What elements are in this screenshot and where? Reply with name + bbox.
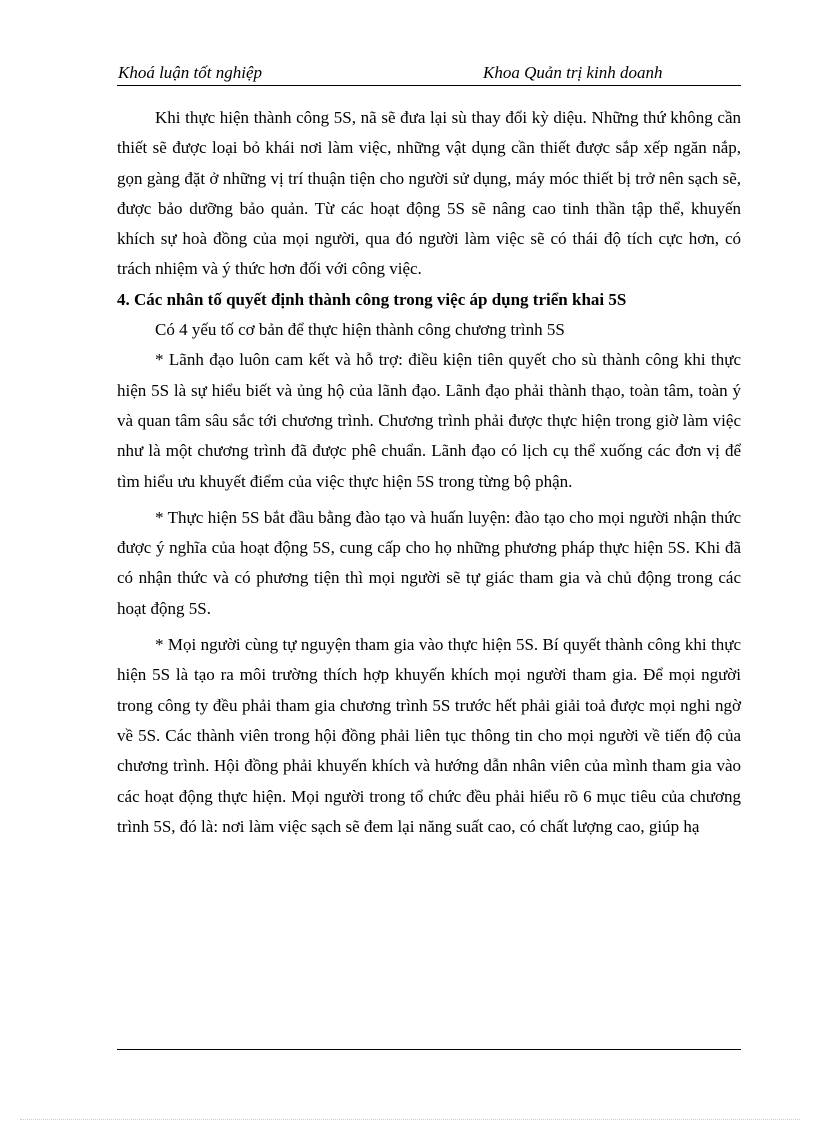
document-body bbox=[117, 103, 741, 842]
paragraph-leadership-commitment: * Lãnh đạo luôn cam kết và hỗ trợ: điều kiện tiên quyết cho sù thành công khi thực hiện 5S là sự hiểu biết và ủng hộ của lãnh đạo. Lãnh đạo phải thành thạo, toàn tâm, toàn ý và quan tâm sâu sắc tới chương trình. Chương trình phải được thực hiện trong giờ làm việc như là một chương trình đã được phê chuẩn. Lãnh đạo có lịch cụ thể xuống các đơn vị để tìm hiểu ưu khuyết điểm của việc thực hiện 5S trong từng bộ phận. bbox=[117, 350, 741, 491]
paragraph-training: * Thực hiện 5S bắt đầu bằng đào tạo và huấn luyện: đào tạo cho mọi người nhận thức được ý nghĩa của hoạt động 5S, cung cấp cho họ những phương pháp thực hiện 5S. Khi đã có nhận thức và có phương tiện thì mọi người sẽ tự giác tham gia và chủ động trong các hoạt động 5S. bbox=[117, 507, 741, 618]
header-thesis-label: Khoá luận tốt nghiệp bbox=[118, 63, 263, 82]
paragraph-5s-benefits: Khi thực hiện thành công 5S, nã sẽ đưa lại sù thay đổi kỳ diệu. Những thứ không cần thiết sẽ được loại bỏ khái nơi làm việc, những vật dụng cần thiết được sắp xếp ngăn nắp, gọn gàng đặt ở những vị trí thuận tiện cho người sử dụng, máy móc thiết bị trở nên sạch sẽ, được bảo dưỡng bảo quản. Từ các hoạt động 5S sẽ nâng cao tinh thần tập thể, khuyến khích sự hoà đồng của mọi người, qua đó người làm việc sẽ có thái độ tích cực hơn, có trách nhiệm và ý thức hơn đối với công việc. bbox=[117, 108, 741, 279]
footer-divider bbox=[117, 1049, 741, 1050]
page-edge-divider bbox=[20, 1119, 800, 1120]
section-heading-4: 4. Các nhân tố quyết định thành công trong việc áp dụng triển khai 5S bbox=[117, 289, 627, 309]
paragraph-four-factors-intro: Có 4 yếu tố cơ bản để thực hiện thành công chương trình 5S bbox=[155, 320, 565, 340]
paragraph-voluntary-participation: * Mọi người cùng tự nguyện tham gia vào thực hiện 5S. Bí quyết thành công khi thực hiện 5S là tạo ra môi trường thích hợp khuyến khích mọi người tham gia. Để mọi người trong công ty đều phải tham gia chương trình 5S trước hết phải giải toả được mọi nghi ngờ về 5S. Các thành viên trong hội đồng phải liên tục thông tin cho mọi người về tiến độ của chương trình. Hội đồng phải khuyến khích và hướng dẫn nhân viên của mình tham gia vào các hoạt động thực hiện. Mọi người trong tổ chức đều phải hiểu rõ 6 mục tiêu của chương trình 5S, đó là: nơi làm việc sạch sẽ đem lại năng suất cao, có chất lượng cao, giúp hạ bbox=[117, 635, 741, 836]
page-header bbox=[117, 63, 741, 86]
header-faculty-label: Khoa Quản trị kinh doanh bbox=[483, 63, 663, 82]
